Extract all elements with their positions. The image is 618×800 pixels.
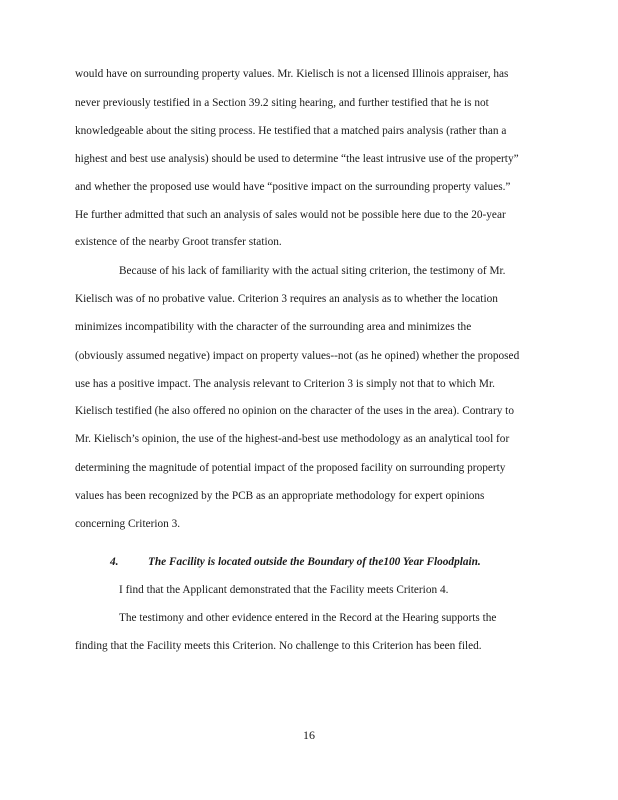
paragraph-2-line: concerning Criterion 3. xyxy=(75,518,181,530)
paragraph-2-line: Kielisch testified (he also offered no opinion on the character of the uses in the area). Contrary to xyxy=(75,405,514,417)
section-number: 4. xyxy=(110,556,119,568)
paragraph-1-line: would have on surrounding property values. Mr. Kielisch is not a licensed Illinois appraiser, has xyxy=(75,68,509,80)
paragraph-3-line: I find that the Applicant demonstrated that the Facility meets Criterion 4. xyxy=(119,584,449,596)
paragraph-1-line: never previously testified in a Section 39.2 siting hearing, and further testified that he is not xyxy=(75,97,489,109)
section-title: The Facility is located outside the Boundary of the100 Year Floodplain. xyxy=(148,556,481,568)
paragraph-1-line: He further admitted that such an analysis of sales would not be possible here due to the 20-year xyxy=(75,209,506,221)
paragraph-1-line: highest and best use analysis) should be used to determine “the least intrusive use of the property” xyxy=(75,153,519,165)
paragraph-1-line: and whether the proposed use would have “positive impact on the surrounding property values.” xyxy=(75,181,511,193)
paragraph-2-line: minimizes incompatibility with the character of the surrounding area and minimizes the xyxy=(75,321,472,333)
paragraph-2-line: (obviously assumed negative) impact on property values--not (as he opined) whether the proposed xyxy=(75,350,520,362)
paragraph-4-line: The testimony and other evidence entered in the Record at the Hearing supports the xyxy=(119,612,497,624)
paragraph-4-line: finding that the Facility meets this Criterion. No challenge to this Criterion has been filed. xyxy=(75,640,482,652)
paragraph-2-line: Kielisch was of no probative value. Criterion 3 requires an analysis as to whether the location xyxy=(75,293,498,305)
paragraph-1-line: existence of the nearby Groot transfer station. xyxy=(75,236,282,248)
paragraph-2-line: determining the magnitude of potential impact of the proposed facility on surrounding property xyxy=(75,462,506,474)
paragraph-2-line: use has a positive impact. The analysis relevant to Criterion 3 is simply not that to which Mr. xyxy=(75,378,495,390)
paragraph-1-line: knowledgeable about the siting process. He testified that a matched pairs analysis (rather than a xyxy=(75,125,507,137)
page-number: 16 xyxy=(303,728,315,742)
section-heading xyxy=(110,555,481,569)
paragraph-2-line: Because of his lack of familiarity with the actual siting criterion, the testimony of Mr. xyxy=(119,265,506,277)
paragraph-2-line: Mr. Kielisch’s opinion, the use of the highest-and-best use methodology as an analytical tool for xyxy=(75,433,510,445)
paragraph-2-line: values has been recognized by the PCB as an appropriate methodology for expert opinions xyxy=(75,490,485,502)
